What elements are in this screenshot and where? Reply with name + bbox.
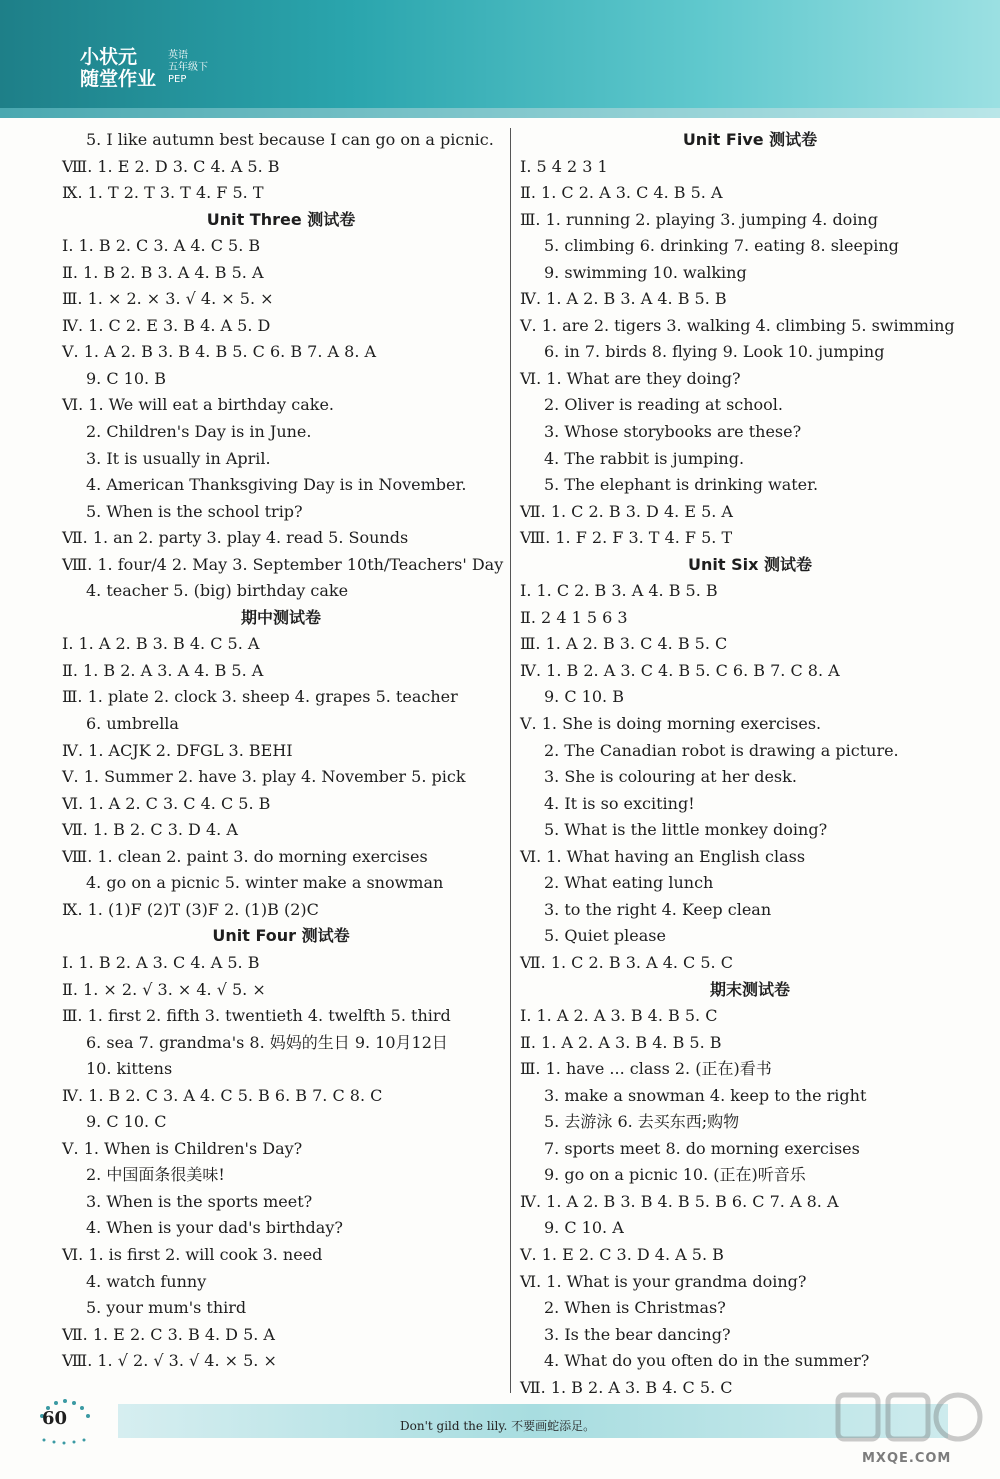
answer-line: Ⅱ. 2 4 1 5 6 3 [520, 607, 628, 627]
answer-line: Ⅰ. 1. B 2. A 3. C 4. A 5. B [62, 952, 260, 972]
answer-line: Ⅶ. 1. C 2. B 3. A 4. C 5. C [520, 952, 733, 972]
answer-line: 3. It is usually in April. [86, 448, 271, 468]
answer-line: Ⅶ. 1. B 2. A 3. B 4. C 5. C [520, 1377, 733, 1397]
answer-line: Ⅲ. 1. have ... class 2. (正在)看书 [520, 1059, 772, 1079]
answer-line: 5. your mum's third [86, 1298, 247, 1318]
answer-line: Ⅰ. 1. C 2. B 3. A 4. B 5. B [520, 581, 718, 601]
answer-line: Ⅸ. 1. (1)F (2)T (3)F 2. (1)B (2)C [62, 899, 319, 919]
page-number: 60 [42, 1408, 68, 1429]
answer-line: 3. to the right 4. Keep clean [544, 899, 772, 919]
answer-line: 5. 去游泳 6. 去买东西;购物 [544, 1112, 740, 1132]
answer-line: Ⅷ. 1. clean 2. paint 3. do morning exercises [62, 846, 428, 866]
section-heading: Unit Three 测试卷 [206, 209, 356, 229]
answer-line: Ⅴ. 1. When is Children's Day? [62, 1138, 303, 1158]
answer-line: Ⅳ. 1. A 2. B 3. A 4. B 5. B [520, 289, 727, 309]
answer-line: Ⅵ. 1. We will eat a birthday cake. [62, 395, 334, 415]
watermark-text: MXQE.COM [862, 1451, 952, 1466]
brand-line-2: 随堂作业 [80, 68, 157, 90]
answer-line: 4. American Thanksgiving Day is in November. [86, 475, 467, 495]
answer-line: 5. Quiet please [544, 926, 666, 946]
answer-line: Ⅱ. 1. B 2. A 3. A 4. B 5. A [62, 660, 264, 680]
answer-line: 3. Whose storybooks are these? [544, 422, 802, 442]
brand-title [80, 46, 156, 90]
answer-line: Ⅶ. 1. C 2. B 3. D 4. E 5. A [520, 501, 733, 521]
section-heading: 期末测试卷 [709, 979, 790, 999]
answer-line: Ⅵ. 1. is first 2. will cook 3. need [62, 1244, 323, 1264]
answer-line: 4. watch funny [86, 1271, 207, 1291]
answer-line: 9. go on a picnic 10. (正在)听音乐 [544, 1165, 806, 1185]
answer-line: 2. Children's Day is in June. [86, 422, 312, 442]
answer-line: 9. C 10. B [544, 687, 624, 707]
answer-line: 2. The Canadian robot is drawing a picture. [544, 740, 899, 760]
answer-line: 10. kittens [86, 1059, 173, 1079]
answer-line: Ⅲ. 1. A 2. B 3. C 4. B 5. C [520, 634, 728, 654]
answer-line: 2. What eating lunch [544, 873, 714, 893]
answer-line: Ⅵ. 1. What is your grandma doing? [520, 1271, 807, 1291]
answer-column-left [62, 127, 504, 1375]
answer-line: Ⅳ. 1. ACJK 2. DFGL 3. BEHI [62, 740, 293, 760]
answer-line: 6. sea 7. grandma's 8. 妈妈的生日 9. 10月12日 [86, 1032, 448, 1052]
footer-motto: Don't gild the lily. 不要画蛇添足。 [400, 1419, 596, 1433]
answer-line: Ⅷ. 1. E 2. D 3. C 4. A 5. B [62, 156, 280, 176]
answer-line: 5. What is the little monkey doing? [544, 820, 828, 840]
answer-line: Ⅶ. 1. B 2. C 3. D 4. A [62, 820, 238, 840]
answer-line: Ⅳ. 1. B 2. A 3. C 4. B 5. C 6. B 7. C 8. A [520, 660, 840, 680]
answer-line: Ⅳ. 1. C 2. E 3. B 4. A 5. D [62, 315, 271, 335]
answer-line: Ⅲ. 1. first 2. fifth 3. twentieth 4. twelfth 5. third [62, 1006, 451, 1026]
answer-line: Ⅲ. 1. running 2. playing 3. jumping 4. doing [520, 209, 878, 229]
answer-line: 5. The elephant is drinking water. [544, 475, 819, 495]
answer-line: Ⅱ. 1. B 2. B 3. A 4. B 5. A [62, 262, 264, 282]
answer-line: Ⅶ. 1. an 2. party 3. play 4. read 5. Sounds [62, 528, 409, 548]
answer-line: Ⅵ. 1. What having an English class [520, 846, 806, 866]
answer-line: 5. I like autumn best because I can go on a picnic. [86, 130, 494, 149]
subject-label: 英语 [168, 50, 188, 61]
answer-line: 4. teacher 5. (big) birthday cake [86, 581, 349, 601]
section-heading: Unit Six 测试卷 [688, 554, 812, 574]
answer-line: 4. go on a picnic 5. winter make a snowman [86, 873, 444, 893]
header-stripe [0, 108, 1000, 118]
answer-line: 9. swimming 10. walking [544, 262, 747, 282]
answer-line: 4. What do you often do in the summer? [544, 1351, 870, 1371]
answer-line: Ⅱ. 1. C 2. A 3. C 4. B 5. A [520, 183, 723, 203]
brand-meta [168, 50, 208, 86]
answer-line: 2. 中国面条很美味! [86, 1165, 225, 1185]
answer-line: 2. Oliver is reading at school. [544, 395, 784, 415]
section-heading: Unit Five 测试卷 [682, 130, 818, 149]
answer-line: Ⅵ. 1. A 2. C 3. C 4. C 5. B [62, 793, 271, 813]
answer-line: Ⅳ. 1. B 2. C 3. A 4. C 5. B 6. B 7. C 8. C [62, 1085, 383, 1105]
answer-line: Ⅶ. 1. E 2. C 3. B 4. D 5. A [62, 1324, 275, 1344]
answer-line: 5. When is the school trip? [86, 501, 303, 521]
answer-line: 3. She is colouring at her desk. [544, 767, 797, 787]
answer-line: 2. When is Christmas? [544, 1298, 726, 1318]
answer-line: Ⅲ. 1. plate 2. clock 3. sheep 4. grapes 5. teacher [62, 687, 458, 707]
answer-line: Ⅴ. 1. She is doing morning exercises. [520, 714, 822, 734]
brand-line-1: 小状元 [80, 46, 138, 68]
column-divider [510, 128, 511, 1393]
answer-line: Ⅸ. 1. T 2. T 3. T 4. F 5. T [62, 183, 264, 203]
answer-line: 9. C 10. A [544, 1218, 624, 1238]
answer-line: Ⅴ. 1. A 2. B 3. B 4. B 5. C 6. B 7. A 8. A [62, 342, 377, 362]
answer-line: 5. climbing 6. drinking 7. eating 8. sleeping [544, 236, 899, 256]
answer-line: 6. in 7. birds 8. flying 9. Look 10. jumping [544, 342, 885, 362]
answer-line: Ⅱ. 1. × 2. √ 3. × 4. √ 5. × [62, 979, 266, 999]
answer-line: Ⅴ. 1. E 2. C 3. D 4. A 5. B [520, 1244, 724, 1264]
answer-line: Ⅱ. 1. A 2. A 3. B 4. B 5. B [520, 1032, 722, 1052]
answer-column-right [520, 127, 980, 1401]
answer-line: 3. make a snowman 4. keep to the right [544, 1085, 867, 1105]
answer-line: 4. The rabbit is jumping. [544, 448, 745, 468]
answer-line: Ⅰ. 5 4 2 3 1 [520, 156, 608, 176]
answer-line: Ⅴ. 1. are 2. tigers 3. walking 4. climbing 5. swimming [520, 315, 955, 335]
section-heading: Unit Four 测试卷 [212, 926, 350, 946]
answer-line: Ⅷ. 1. √ 2. √ 3. √ 4. × 5. × [62, 1351, 277, 1371]
answer-line: 3. Is the bear dancing? [544, 1324, 731, 1344]
answer-line: Ⅳ. 1. A 2. B 3. B 4. B 5. B 6. C 7. A 8. A [520, 1191, 839, 1211]
answer-line: Ⅵ. 1. What are they doing? [520, 368, 741, 388]
answer-line: 3. When is the sports meet? [86, 1191, 313, 1211]
answer-line: 7. sports meet 8. do morning exercises [544, 1138, 860, 1158]
answer-line: Ⅰ. 1. A 2. A 3. B 4. B 5. C [520, 1006, 718, 1026]
edition-label: PEP [168, 74, 187, 85]
grade-label: 五年级下 [168, 62, 208, 73]
answer-line: Ⅲ. 1. × 2. × 3. √ 4. × 5. × [62, 289, 274, 309]
answer-line: 9. C 10. B [86, 368, 166, 388]
section-heading: 期中测试卷 [240, 607, 321, 627]
answer-line: Ⅰ. 1. B 2. C 3. A 4. C 5. B [62, 236, 261, 256]
answer-line: 6. umbrella [86, 714, 179, 734]
answer-line: Ⅰ. 1. A 2. B 3. B 4. C 5. A [62, 634, 260, 654]
answer-line: 4. When is your dad's birthday? [86, 1218, 343, 1238]
answer-line: Ⅴ. 1. Summer 2. have 3. play 4. November 5. pick [62, 767, 466, 787]
answer-line: Ⅷ. 1. F 2. F 3. T 4. F 5. T [520, 528, 733, 548]
answer-line: 9. C 10. C [86, 1112, 167, 1132]
answer-line: Ⅷ. 1. four/4 2. May 3. September 10th/Teachers' Day [62, 554, 504, 574]
answer-line: 4. It is so exciting! [544, 793, 695, 813]
